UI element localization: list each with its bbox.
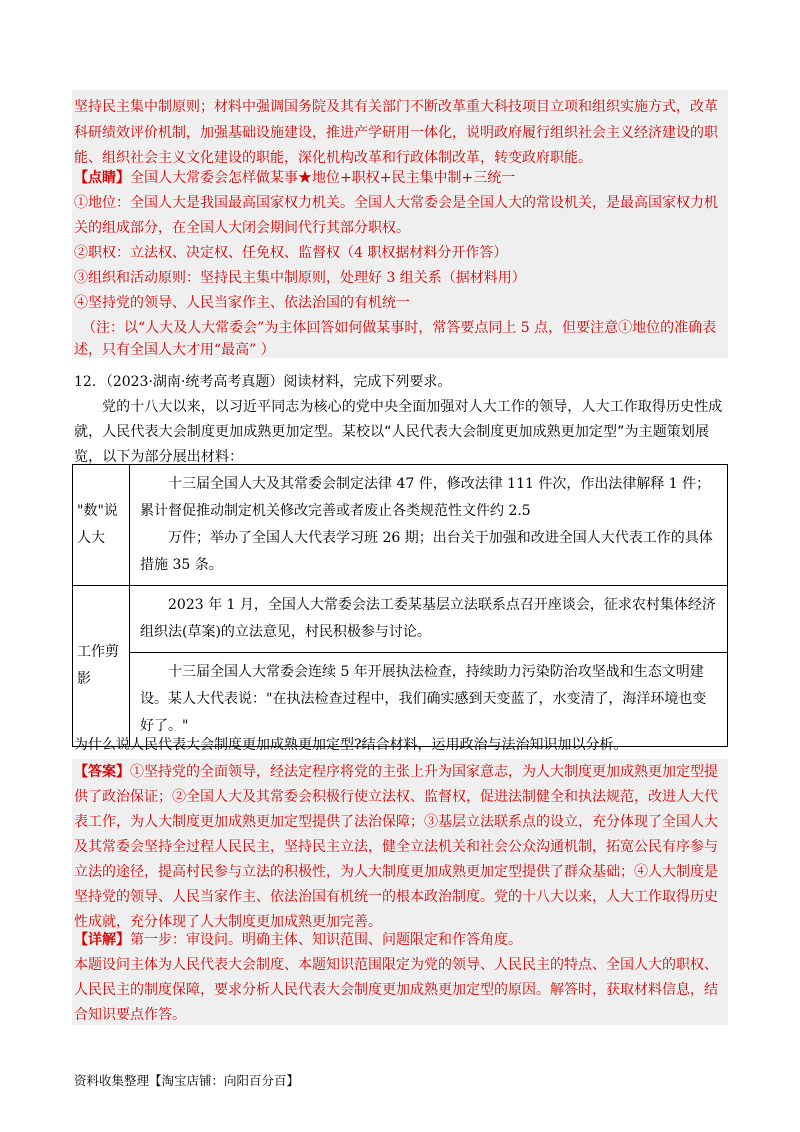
point-2: ②职权：立法权、决定权、任免权、监督权（4 职权据材料分开作答） [74, 245, 508, 261]
analysis-line-2: 科研绩效评价机制，加强基础设施建设，推进产学研用一体化，说明政府履行组织社会主义经济建设的职 [74, 125, 718, 141]
row1-paragraph-1: 十三届全国人大及其常委会制定法律 47 件，修改法律 111 件次，作出法律解释 1 件；累计督促推动制定机关修改完善或者废止各类规范性文件约 2.5 [140, 476, 711, 519]
answer-label: 【答案】 [74, 764, 130, 780]
answer-paragraph [74, 760, 726, 935]
row2-paragraph: 2023 年 1 月，全国人大常委会法工委某基层立法联系点召开座谈会，征求农村集体经济组织法(草案)的立法意见，村民积极参与讨论。 [140, 597, 716, 640]
row-content-numbers [130, 465, 728, 586]
question-12-header [74, 371, 451, 393]
row-content-work-2 [130, 653, 728, 747]
note-line-1: （注：以“人大及人大常委会”为主体回答如何做某事时，常答要点同上 5 点，但要注意①地位的准确表 [82, 320, 717, 336]
answer-text: ①坚持党的全面领导，经法定程序将党的主张上升为国家意志，为人大制度更加成熟更加定型提供了政治保证；②全国人大及其常委会积极行使立法权、监督权，促进法制健全和执法规范，改进人大代表工作，为人大制度更加成熟更加定型提供了法治保障；③基层立法联系点的设立，充分体现了全国人大及其常委会坚持全过程人民民主，坚持民主立法，健全立法机关和社会公众沟通机制，拓宽公民有序参与立法的途径，提高村民参与立法的积极性，为人大制度更加成熟更加定型提供了群众基础；④人大制度是坚持党的领导、人民当家作主、依法治国有机统一的根本政治制度。党的十八大以来，人大工作取得历史性成就，充分体现了人大制度更加成熟更加完善。 [74, 764, 718, 930]
question-intro: 党的十八大以来，以习近平同志为核心的党中央全面加强对人大工作的领导，人大工作取得历史性成就，人民代表大会制度更加成熟更加定型。某校以“人民代表大会制度更加成熟更加定型”为主题策划展览，以下为部分展出材料： [74, 399, 723, 465]
analysis-line-3: 能、组织社会主义文化建设的职能，深化机构改革和行政体制改革，转变政府职能。 [74, 150, 592, 166]
question-number: 12． [74, 374, 106, 390]
point-1-line-2: 关的组成部分，在全国人大闭会期间代行其部分职权。 [74, 220, 410, 236]
row3-paragraph: 十三届全国人大常委会连续 5 年开展执法检查，持续助力污染防治攻坚战和生态文明建设。某人大代表说："在执法检查过程中，我们确实感到天变蓝了，水变清了，海洋环境也变好了。" [140, 664, 707, 734]
row-label-numbers: "数"说人大 [73, 465, 130, 586]
point-4: ④坚持党的领导、人民当家作主、依法治国的有机统一 [74, 295, 410, 311]
detail-paragraph: 本题设问主体为人民代表大会制度、本题知识范围限定为党的领导、人民民主的特点、全国人大的职权、人民民主的制度保障，要求分析人民代表大会制度更加成熟更加定型的原因。解答时，获取材料信息，结合知识要点作答。 [74, 957, 718, 1023]
note-line-2: 述，只有全国人大才用“最高” ） [74, 342, 275, 358]
row-label-work: 工作剪影 [73, 586, 130, 747]
question-ask: 为什么说人民代表大会制度更加成熟更加定型?结合材料，运用政治与法治知识加以分析。 [74, 737, 628, 753]
table-row [73, 586, 728, 653]
row1-paragraph-2: 万件；举办了全国人大代表学习班 26 期；出台关于加强和改进全国人大代表工作的具体措施 35 条。 [140, 530, 713, 573]
dianjing-label: 【点睛】 [74, 170, 130, 186]
dianjing-line [74, 166, 515, 190]
detail-label: 【详解】 [74, 932, 130, 948]
material-table [72, 464, 728, 747]
analysis-line-1: 坚持民主集中制原则；材料中强调国务院及其有关部门不断改革重大科技项目立项和组织实施方式，改革 [74, 99, 718, 115]
detail-first-line [74, 928, 726, 953]
detail-first: 第一步：审设问。明确主体、知识范围、问题限定和作答角度。 [130, 932, 522, 948]
point-3: ③组织和活动原则：坚持民主集中制原则，处理好 3 组关系（据材料用） [74, 270, 526, 286]
row-content-work-1 [130, 586, 728, 653]
point-1-line-1: ①地位：全国人大是我国最高国家权力机关。全国人大常委会是全国人大的常设机关，是最高国家权力机 [74, 195, 718, 211]
table-row [73, 465, 728, 586]
footer-text: 资料收集整理【淘宝店铺：向阳百分百】 [74, 1073, 300, 1088]
table-row [73, 653, 728, 747]
question-source: （2023·湖南·统考高考真题）阅读材料，完成下列要求。 [105, 374, 452, 390]
dianjing-text: 全国人大常委会怎样做某事★地位+职权+民主集中制+三统一 [130, 170, 516, 186]
